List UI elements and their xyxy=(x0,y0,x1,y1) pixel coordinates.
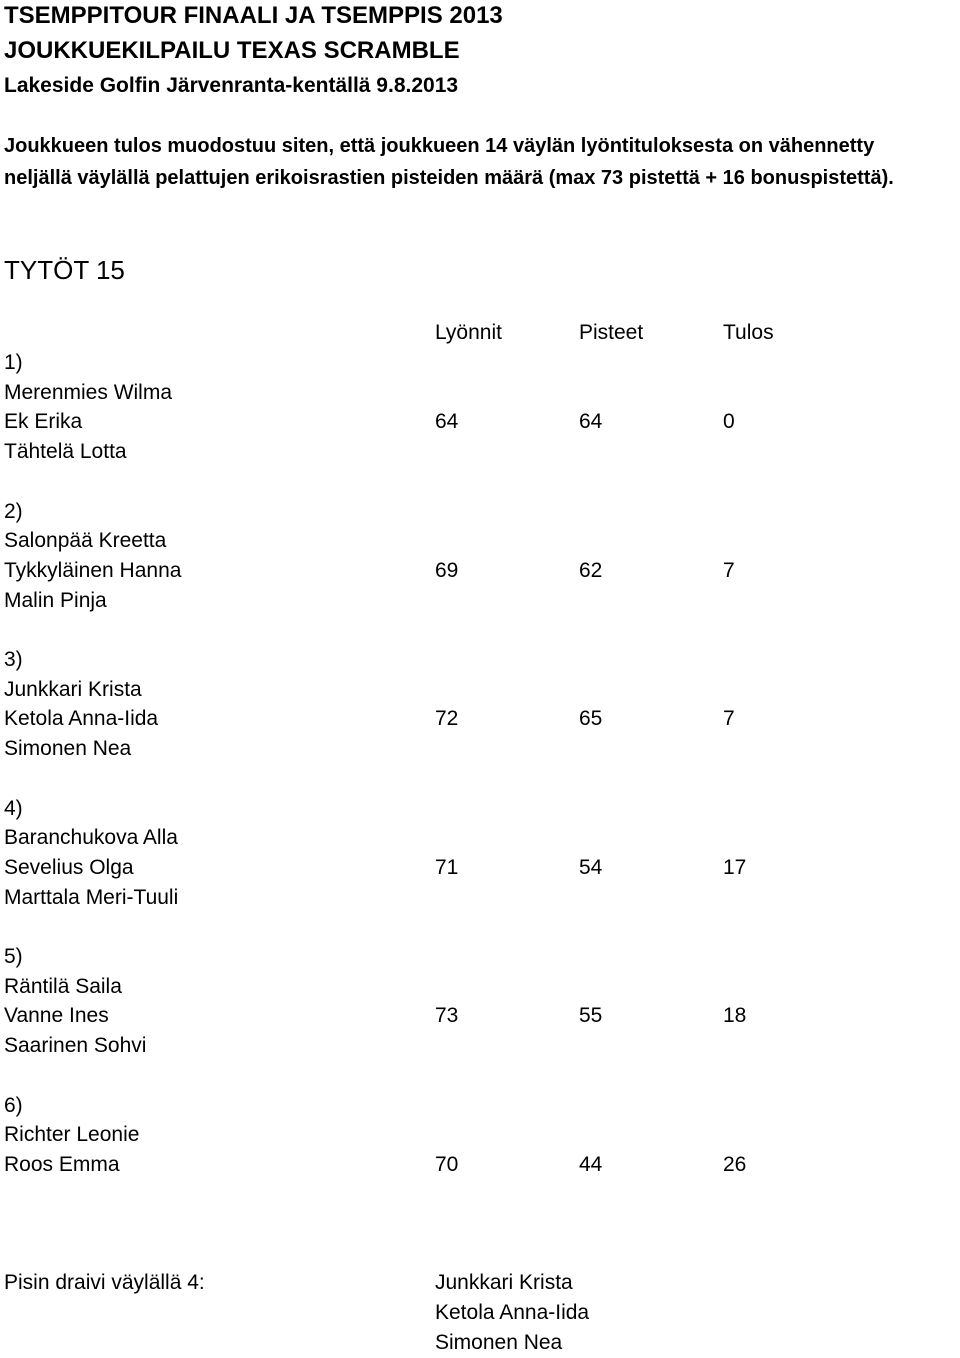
team-result: 7 xyxy=(723,558,735,582)
team-player: Ketola Anna-Iida xyxy=(4,707,159,731)
team-points: 64 xyxy=(579,410,603,434)
team-strokes: 64 xyxy=(435,410,459,434)
column-header-strokes: Lyönnit xyxy=(435,321,502,344)
longest-drive-player: Ketola Anna-Iida xyxy=(435,1301,590,1324)
team-result: 18 xyxy=(723,1004,747,1028)
team-player: Räntilä Saila xyxy=(4,974,122,998)
team-player: Malin Pinja xyxy=(4,588,107,612)
team-player: Tykkyläinen Hanna xyxy=(4,558,182,582)
team-rank: 3) xyxy=(4,648,23,671)
team-result: 17 xyxy=(723,855,747,879)
team-player: Saarinen Sohvi xyxy=(4,1034,147,1058)
team-points: 62 xyxy=(579,558,603,582)
team-player: Marttala Meri-Tuuli xyxy=(4,885,179,909)
team-player: Salonpää Kreetta xyxy=(4,529,167,553)
team-rank: 6) xyxy=(4,1093,23,1117)
team-strokes: 69 xyxy=(435,558,459,582)
intro-line-1: Joukkueen tulos muodostuu siten, että joukkueen 14 väylän lyöntituloksesta on vähennetty xyxy=(4,135,875,157)
team-player: Baranchukova Alla xyxy=(4,826,178,850)
team-player: Ek Erika xyxy=(4,410,83,434)
team-player: Junkkari Krista xyxy=(4,677,142,701)
longest-drive-player: Junkkari Krista xyxy=(435,1271,573,1294)
venue-line: Lakeside Golfin Järvenranta-kentällä 9.8.2013 xyxy=(4,74,459,97)
column-header-points: Pisteet xyxy=(579,321,644,344)
team-points: 65 xyxy=(579,707,603,731)
team-result: 7 xyxy=(723,707,735,731)
team-result: 26 xyxy=(723,1152,747,1176)
longest-drive-player: Simonen Nea xyxy=(435,1331,563,1354)
team-player: Merenmies Wilma xyxy=(4,380,173,404)
section-title: TYTÖT 15 xyxy=(4,255,125,285)
team-player: Tähtelä Lotta xyxy=(4,440,127,464)
column-header-result: Tulos xyxy=(723,321,774,344)
team-points: 44 xyxy=(579,1152,603,1176)
team-rank: 4) xyxy=(4,796,23,820)
team-player: Simonen Nea xyxy=(4,737,132,761)
team-rank: 2) xyxy=(4,499,23,523)
team-strokes: 70 xyxy=(435,1152,459,1176)
team-strokes: 73 xyxy=(435,1004,459,1028)
team-player: Roos Emma xyxy=(4,1152,120,1176)
team-rank: 5) xyxy=(4,945,23,968)
team-player: Richter Leonie xyxy=(4,1123,140,1147)
team-rank: 1) xyxy=(4,351,23,374)
team-result: 0 xyxy=(723,410,735,434)
team-strokes: 72 xyxy=(435,707,459,731)
longest-drive-label: Pisin draivi väylällä 4: xyxy=(4,1271,205,1294)
page-subtitle: JOUKKUEKILPAILU TEXAS SCRAMBLE xyxy=(4,37,460,64)
team-player: Vanne Ines xyxy=(4,1004,109,1028)
team-points: 54 xyxy=(579,855,603,879)
page-title: TSEMPPITOUR FINAALI JA TSEMPPIS 2013 xyxy=(4,2,503,29)
intro-line-2: neljällä väylällä pelattujen erikoisrastien pisteiden määrä (max 73 pistettä + 16 bonuspistettä). xyxy=(4,167,894,189)
team-strokes: 71 xyxy=(435,855,459,879)
team-player: Sevelius Olga xyxy=(4,855,134,879)
team-points: 55 xyxy=(579,1004,603,1028)
